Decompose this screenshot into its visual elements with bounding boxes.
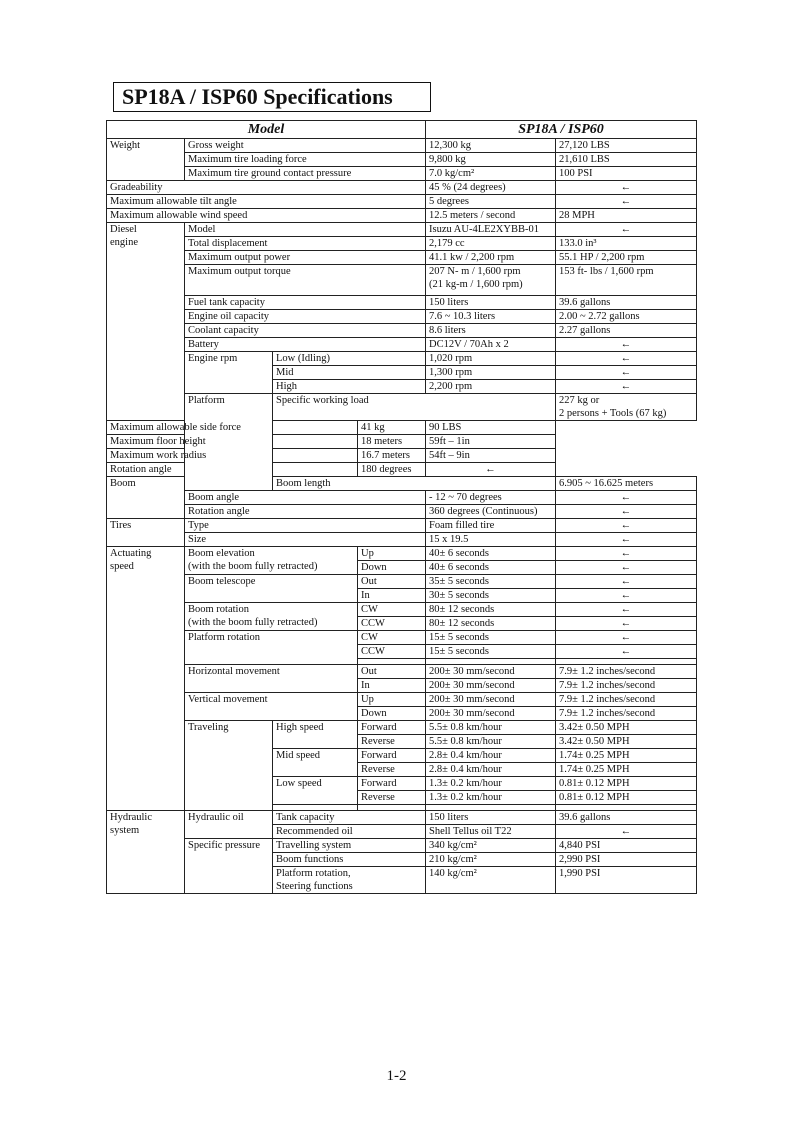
imperial-value: 0.81± 0.12 MPH: [556, 791, 697, 805]
imperial-value: 1,990 PSI: [556, 867, 697, 894]
group-actuating-speed: Actuating speed: [107, 547, 185, 811]
metric-value: 9,800 kg: [426, 153, 556, 167]
metric-value: 210 kg/cm²: [426, 853, 556, 867]
same-as-left-arrow: ←: [556, 645, 697, 659]
table-row: [107, 839, 697, 853]
table-row: [107, 181, 697, 195]
metric-value: DC12V / 70Ah x 2: [426, 338, 556, 352]
imperial-value: 1.74± 0.25 MPH: [556, 749, 697, 763]
imperial-value: 55.1 HP / 2,200 rpm: [556, 251, 697, 265]
imperial-value: 59ft – 1in: [426, 435, 556, 449]
row-label: Platform rotation: [185, 631, 358, 665]
table-row: [107, 491, 697, 505]
table-row: [107, 575, 697, 589]
table-row: [107, 435, 697, 449]
metric-value: 1.3± 0.2 km/hour: [426, 791, 556, 805]
row-sublabel: Tank capacity: [273, 811, 426, 825]
table-row: [107, 533, 697, 547]
table-row: [107, 721, 697, 735]
imperial-value: 0.81± 0.12 MPH: [556, 777, 697, 791]
imperial-value: 90 LBS: [426, 421, 556, 435]
row-label: Rotation angle: [185, 505, 426, 519]
metric-value: 5.5± 0.8 km/hour: [426, 735, 556, 749]
metric-value: 1,300 rpm: [426, 366, 556, 380]
metric-value: 30± 5 seconds: [426, 589, 556, 603]
metric-value: 200± 30 mm/second: [426, 693, 556, 707]
direction-label: Forward: [358, 749, 426, 763]
table-row: [107, 251, 697, 265]
row-label: Total displacement: [185, 237, 426, 251]
table-row: [107, 310, 697, 324]
same-as-left-arrow: ←: [556, 195, 697, 209]
metric-value: 150 liters: [426, 296, 556, 310]
table-row: [107, 338, 697, 352]
row-label: Vertical movement: [185, 693, 358, 721]
imperial-value: 54ft – 9in: [426, 449, 556, 463]
table-row: [107, 463, 697, 477]
table-row: [107, 631, 697, 645]
group-tires: Tires: [107, 519, 185, 547]
model-label: Model: [107, 121, 426, 139]
direction-label: Up: [358, 547, 426, 561]
metric-value: 2,200 rpm: [426, 380, 556, 394]
metric-value: 360 degrees (Continuous): [426, 505, 556, 519]
same-as-left-arrow: ←: [556, 603, 697, 617]
table-row: [107, 449, 697, 463]
header-row: [107, 121, 697, 139]
metric-value: 227 kg or 2 persons + Tools (67 kg): [556, 394, 697, 421]
row-label: Maximum work radius: [107, 449, 358, 463]
metric-value: 2.8± 0.4 km/hour: [426, 749, 556, 763]
same-as-left-arrow: ←: [556, 380, 697, 394]
metric-value: 5 degrees: [426, 195, 556, 209]
row-sublabel: Boom functions: [273, 853, 426, 867]
same-as-left-arrow: ←: [556, 338, 697, 352]
group-weight: Weight: [107, 139, 185, 181]
spec-table: [106, 120, 697, 894]
row-sublabel: Mid: [273, 366, 426, 380]
metric-value: 200± 30 mm/second: [426, 707, 556, 721]
metric-value: 35± 5 seconds: [426, 575, 556, 589]
table-row: [107, 811, 697, 825]
row-label: Boom telescope: [185, 575, 358, 603]
table-row: [107, 421, 697, 435]
metric-value: 207 N- m / 1,600 rpm (21 kg-m / 1,600 rpm): [426, 265, 556, 296]
table-row: [107, 603, 697, 617]
same-as-left-arrow: ←: [556, 223, 697, 237]
same-as-left-arrow: ←: [556, 352, 697, 366]
metric-value: 40± 6 seconds: [426, 561, 556, 575]
table-row: [107, 195, 697, 209]
imperial-value: 2.27 gallons: [556, 324, 697, 338]
metric-value: 1.3± 0.2 km/hour: [426, 777, 556, 791]
row-label: Model: [185, 223, 426, 237]
table-row: [107, 547, 697, 561]
imperial-value: 7.9± 1.2 inches/second: [556, 707, 697, 721]
metric-value: Foam filled tire: [426, 519, 556, 533]
metric-value: 2,179 cc: [426, 237, 556, 251]
imperial-value: 7.9± 1.2 inches/second: [556, 665, 697, 679]
row-label: Rotation angle: [107, 463, 358, 477]
same-as-left-arrow: ←: [556, 181, 697, 195]
imperial-value: 28 MPH: [556, 209, 697, 223]
metric-value: Isuzu AU-4LE2XYBB-01: [426, 223, 556, 237]
direction-label: Forward: [358, 777, 426, 791]
metric-value: 18 meters: [358, 435, 426, 449]
imperial-value: 39.6 gallons: [556, 296, 697, 310]
table-row: [107, 167, 697, 181]
row-label: Traveling: [185, 721, 273, 811]
row-label: Engine rpm: [185, 352, 273, 394]
metric-value: Shell Tellus oil T22: [426, 825, 556, 839]
same-as-left-arrow: ←: [556, 519, 697, 533]
row-label: Hydraulic oil: [185, 811, 273, 839]
metric-value: 80± 12 seconds: [426, 603, 556, 617]
row-label: Specific working load: [273, 394, 556, 421]
table-row: [107, 505, 697, 519]
direction-label: CCW: [358, 645, 426, 659]
table-row: [107, 693, 697, 707]
direction-label: CCW: [358, 617, 426, 631]
direction-label: Down: [358, 707, 426, 721]
row-sublabel: Travelling system: [273, 839, 426, 853]
metric-value: 5.5± 0.8 km/hour: [426, 721, 556, 735]
row-label: Maximum allowable tilt angle: [107, 195, 426, 209]
same-as-left-arrow: ←: [556, 505, 697, 519]
same-as-left-arrow: ←: [556, 631, 697, 645]
table-row: [107, 209, 697, 223]
row-label: Boom length: [273, 477, 556, 491]
imperial-value: 7.9± 1.2 inches/second: [556, 679, 697, 693]
same-as-left-arrow: ←: [556, 366, 697, 380]
imperial-value: 1.74± 0.25 MPH: [556, 763, 697, 777]
imperial-value: 2,990 PSI: [556, 853, 697, 867]
direction-label: Reverse: [358, 735, 426, 749]
group-boom: Boom: [107, 477, 185, 519]
direction-label: Out: [358, 665, 426, 679]
metric-value: 41.1 kw / 2,200 rpm: [426, 251, 556, 265]
same-as-left-arrow: ←: [556, 547, 697, 561]
direction-label: In: [358, 589, 426, 603]
direction-label: CW: [358, 631, 426, 645]
metric-value: 45 % (24 degrees): [426, 181, 556, 195]
imperial-value: 27,120 LBS: [556, 139, 697, 153]
metric-value: 340 kg/cm²: [426, 839, 556, 853]
row-label: Horizontal movement: [185, 665, 358, 693]
table-row: [107, 394, 697, 421]
same-as-left-arrow: ←: [556, 589, 697, 603]
page-title: SP18A / ISP60 Specifications: [113, 82, 431, 112]
metric-value: 15± 5 seconds: [426, 645, 556, 659]
metric-value: 180 degrees: [358, 463, 426, 477]
direction-label: Forward: [358, 721, 426, 735]
metric-value: 8.6 liters: [426, 324, 556, 338]
row-label: Battery: [185, 338, 426, 352]
same-as-left-arrow: ←: [556, 533, 697, 547]
metric-value: 150 liters: [426, 811, 556, 825]
row-sublabel: Platform rotation, Steering functions: [273, 867, 426, 894]
metric-value: 16.7 meters: [358, 449, 426, 463]
direction-label: Reverse: [358, 791, 426, 805]
same-as-left-arrow: ←: [556, 491, 697, 505]
table-row: [107, 665, 697, 679]
metric-value: - 12 ~ 70 degrees: [426, 491, 556, 505]
row-sublabel: Recommended oil: [273, 825, 426, 839]
row-label: Maximum floor height: [107, 435, 358, 449]
row-sublabel: High speed: [273, 721, 358, 749]
group-diesel-engine: Diesel engine: [107, 223, 185, 421]
metric-value: 140 kg/cm²: [426, 867, 556, 894]
metric-value: 1,020 rpm: [426, 352, 556, 366]
group-hydraulic-system: Hydraulic system: [107, 811, 185, 894]
row-label: Size: [185, 533, 426, 547]
same-as-left-arrow: ←: [556, 825, 697, 839]
direction-label: Reverse: [358, 763, 426, 777]
same-as-left-arrow: ←: [556, 561, 697, 575]
group-platform: Platform: [185, 394, 273, 491]
row-sublabel: High: [273, 380, 426, 394]
row-label: Maximum allowable wind speed: [107, 209, 426, 223]
metric-value: 80± 12 seconds: [426, 617, 556, 631]
table-row: [107, 139, 697, 153]
row-label: Engine oil capacity: [185, 310, 426, 324]
metric-value: 200± 30 mm/second: [426, 679, 556, 693]
table-row: [107, 223, 697, 237]
imperial-value: 21,610 LBS: [556, 153, 697, 167]
table-row: [107, 324, 697, 338]
imperial-value: 39.6 gallons: [556, 811, 697, 825]
table-row: [107, 153, 697, 167]
row-label: Specific pressure: [185, 839, 273, 894]
row-label: Fuel tank capacity: [185, 296, 426, 310]
imperial-value: 7.9± 1.2 inches/second: [556, 693, 697, 707]
row-label: Boom elevation (with the boom fully retracted): [185, 547, 358, 575]
table-row: [107, 237, 697, 251]
metric-value: 41 kg: [358, 421, 426, 435]
direction-label: Up: [358, 693, 426, 707]
same-as-left-arrow: ←: [426, 463, 556, 477]
table-row: [107, 265, 697, 296]
row-label: Maximum output power: [185, 251, 426, 265]
page-number: 1-2: [386, 1068, 407, 1084]
metric-value: 6.905 ~ 16.625 meters: [556, 477, 697, 491]
imperial-value: 2.00 ~ 2.72 gallons: [556, 310, 697, 324]
row-label: Maximum allowable side force: [107, 421, 358, 435]
table-row: [107, 296, 697, 310]
imperial-value: 153 ft- lbs / 1,600 rpm: [556, 265, 697, 296]
same-as-left-arrow: ←: [556, 575, 697, 589]
row-label: Boom rotation (with the boom fully retracted): [185, 603, 358, 631]
row-label: Boom angle: [185, 491, 426, 505]
metric-value: 2.8± 0.4 km/hour: [426, 763, 556, 777]
imperial-value: 100 PSI: [556, 167, 697, 181]
row-sublabel: Mid speed: [273, 749, 358, 777]
model-value: SP18A / ISP60: [426, 121, 697, 139]
row-label: Maximum tire loading force: [185, 153, 426, 167]
metric-value: 7.6 ~ 10.3 liters: [426, 310, 556, 324]
imperial-value: 3.42± 0.50 MPH: [556, 735, 697, 749]
row-label: Maximum output torque: [185, 265, 426, 296]
imperial-value: 3.42± 0.50 MPH: [556, 721, 697, 735]
direction-label: Down: [358, 561, 426, 575]
direction-label: Out: [358, 575, 426, 589]
row-label: Maximum tire ground contact pressure: [185, 167, 426, 181]
direction-label: CW: [358, 603, 426, 617]
metric-value: 7.0 kg/cm²: [426, 167, 556, 181]
metric-value: 12,300 kg: [426, 139, 556, 153]
row-label: Gross weight: [185, 139, 426, 153]
direction-label: In: [358, 679, 426, 693]
metric-value: 200± 30 mm/second: [426, 665, 556, 679]
row-sublabel: Low (Idling): [273, 352, 426, 366]
row-label: Gradeability: [107, 181, 426, 195]
table-row: [107, 352, 697, 366]
metric-value: 40± 6 seconds: [426, 547, 556, 561]
metric-value: 12.5 meters / second: [426, 209, 556, 223]
metric-value: 15± 5 seconds: [426, 631, 556, 645]
metric-value: 15 x 19.5: [426, 533, 556, 547]
imperial-value: 133.0 in³: [556, 237, 697, 251]
same-as-left-arrow: ←: [556, 617, 697, 631]
imperial-value: 4,840 PSI: [556, 839, 697, 853]
row-sublabel: Low speed: [273, 777, 358, 805]
row-label: Type: [185, 519, 426, 533]
table-row: [107, 519, 697, 533]
row-label: Coolant capacity: [185, 324, 426, 338]
